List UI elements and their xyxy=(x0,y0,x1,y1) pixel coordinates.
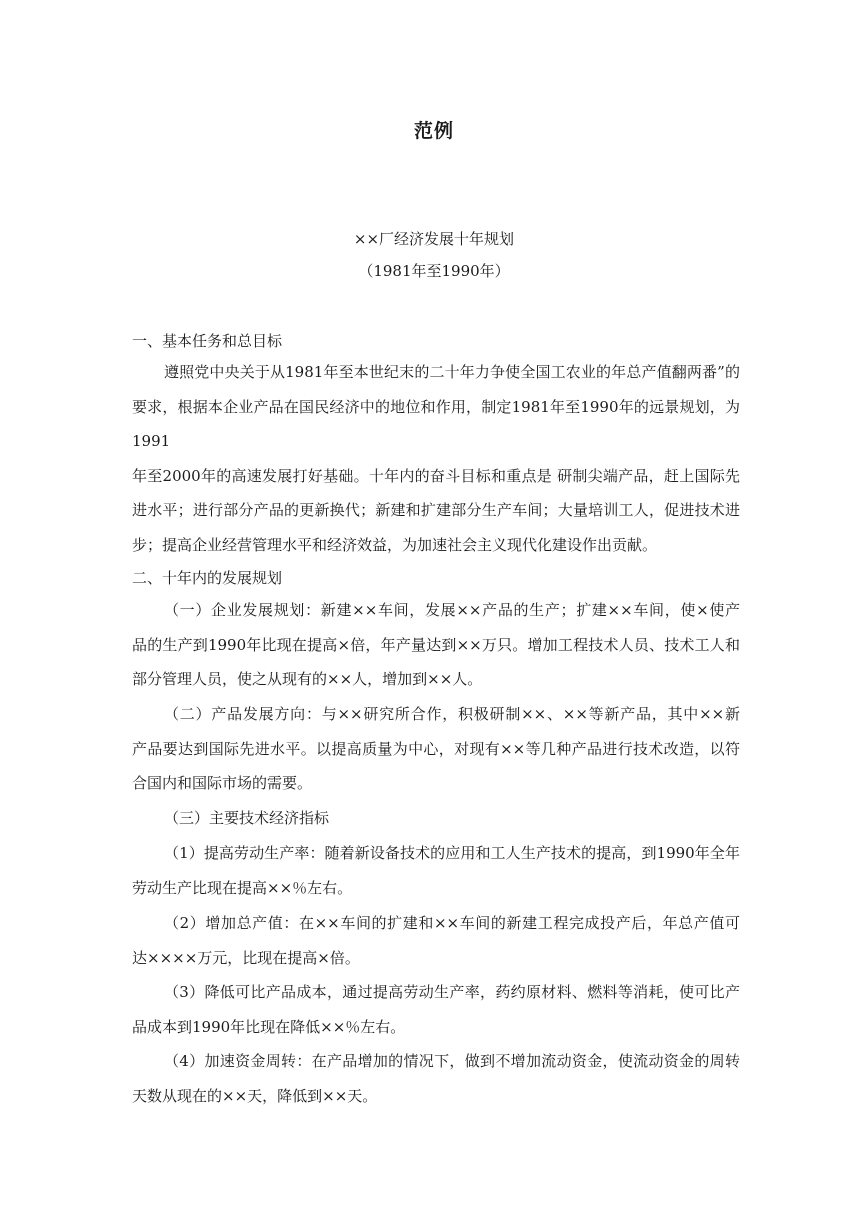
document-title: ××厂经济发展十年规划 xyxy=(353,230,515,248)
section-2-paragraph-5 xyxy=(132,906,740,975)
paragraph-line: 劳动生产比现在提高××％左右。 xyxy=(132,878,353,897)
paragraph-line: 品的生产到1990年比现在提高×倍，年产量达到××万只。增加工程技术人员、技术工人和 xyxy=(132,635,740,654)
section-2-paragraph-4 xyxy=(132,836,740,905)
section-2-paragraph-1 xyxy=(132,593,740,697)
paragraph-line: 天数从现在的××天，降低到××天。 xyxy=(132,1086,378,1105)
section-2-paragraph-6 xyxy=(132,975,740,1044)
paragraph-line: （二）产品发展方向：与××研究所合作，积极研制××、××等新产品，其中××新 xyxy=(164,705,740,723)
section-2-paragraph-2 xyxy=(132,697,740,801)
paragraph-line: 部分管理人员，使之从现有的××人，增加到××人。 xyxy=(132,670,483,688)
paragraph-line: 步；提高企业经营管理水平和经济效益，为加速社会主义现代化建设作出贡献。 xyxy=(132,535,658,554)
section-2-heading: 二、十年内的发展规划 xyxy=(132,569,283,587)
paragraph-line: （3）降低可比产品成本，通过提高劳动生产率，药约原材料、燃料等消耗，使可比产 xyxy=(164,983,740,1001)
paragraph-line: 遵照党中央关于从1981年至本世纪末的二十年力争使全国工农业的年总产值翻两番”的 xyxy=(164,363,740,381)
paragraph-line: 年至2000年的高速发展打好基础。十年内的奋斗目标和重点是 研制尖端产品，赶上国际先 xyxy=(132,466,740,485)
paragraph-line: 合国内和国际市场的需要。 xyxy=(132,774,313,792)
paragraph-line: 品成本到1990年比现在降低××％左右。 xyxy=(132,1017,406,1036)
paragraph-line: 产品要达到国际先进水平。以提高质量为中心，对现有××等几种产品进行技术改造，以符 xyxy=(132,739,740,758)
paragraph-line: （2）增加总产值：在××车间的扩建和××车间的新建工程完成投产后，年总产值可 xyxy=(164,914,740,932)
section-2-paragraph-7 xyxy=(132,1044,740,1113)
section-1-heading: 一、基本任务和总目标 xyxy=(132,332,283,350)
section-1-paragraph xyxy=(132,355,740,562)
document-subtitle: （1981年至1990年） xyxy=(358,262,510,280)
page-heading: 范例 xyxy=(413,120,454,142)
paragraph-line: 进水平；进行部分产品的更新换代；新建和扩建部分生产车间；大量培训工人，促进技术进 xyxy=(132,501,740,519)
paragraph-line: 达××××万元，比现在提高×倍。 xyxy=(132,948,360,967)
paragraph-line: 要求，根据本企业产品在国民经济中的地位和作用，制定1981年至1990年的远景规划，为1991 xyxy=(132,397,740,450)
paragraph-line: （一）企业发展规划：新建××车间，发展××产品的生产；扩建××车间，使×使产 xyxy=(164,601,740,619)
section-2-paragraph-3 xyxy=(132,801,740,836)
paragraph-line: （1）提高劳动生产率：随着新设备技术的应用和工人生产技术的提高，到1990年全年 xyxy=(164,844,740,862)
paragraph-line: （三）主要技术经济指标 xyxy=(164,809,330,827)
paragraph-line: （4）加速资金周转：在产品增加的情况下，做到不增加流动资金，使流动资金的周转 xyxy=(164,1052,740,1070)
